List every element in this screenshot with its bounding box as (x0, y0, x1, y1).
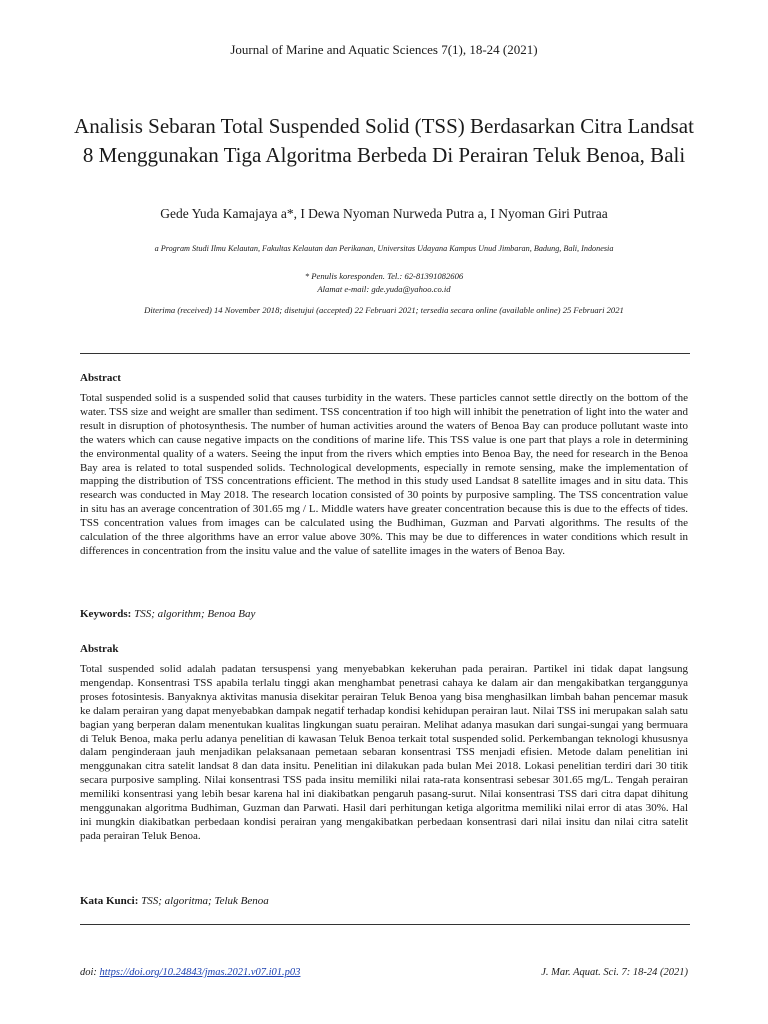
corresponding-author: * Penulis koresponden. Tel.: 62-81391082606 (304, 271, 464, 281)
keywords (80, 608, 688, 620)
affiliation: a Program Studi Ilmu Kelautan, Fakultas Kelautan dan Perikanan, Universitas Udayana Kampus Unud Jimbaran, Badung, Bali, Indonesia (154, 244, 614, 253)
doi-label: doi: (80, 967, 97, 978)
correspondence-block (60, 270, 708, 296)
keywords-label: Keywords: (80, 608, 132, 620)
doi-block (80, 967, 300, 978)
author-list: Gede Yuda Kamajaya a*, I Dewa Nyoman Nurweda Putra a, I Nyoman Giri Putraa (160, 206, 608, 221)
journal-header: Journal of Marine and Aquatic Sciences 7(1), 18-24 (2021) (230, 42, 538, 57)
top-divider (80, 353, 690, 354)
keywords-value: TSS; algorithm; Benoa Bay (134, 608, 256, 620)
abstract-heading: Abstract (80, 372, 121, 384)
bottom-divider (80, 924, 690, 925)
email-address: Alamat e-mail: gde.yuda@yahoo.co.id (317, 284, 451, 294)
kata-kunci-value: TSS; algoritma; Teluk Benoa (141, 895, 269, 907)
kata-kunci (80, 895, 688, 907)
journal-citation: J. Mar. Aquat. Sci. 7: 18-24 (2021) (541, 967, 688, 978)
doi-link[interactable]: https://doi.org/10.24843/jmas.2021.v07.i01.p03 (99, 967, 301, 978)
abstrak-heading: Abstrak (80, 643, 119, 655)
abstrak-text: Total suspended solid adalah padatan tersuspensi yang menyebabkan kekeruhan pada perairan. Partikel ini tidak dapat langsung mengendap. Konsentrasi TSS apabila terlalu tinggi akan menghambat penetrasi cahaya ke dalam air dan mengakibatkan terganggunya proses fotosintesis. Banyaknya aktivitas manusia disekitar perairan Teluk Benoa yang bisa menghasilkan limbah bahan pencemar masuk ke dalam perairan yang dapat menyebabkan dampak negatif terhadap kondisi kehidupan perairan laut. Nilai TSS ini merupakan salah satu bagian yang berperan dalam menentukan kualitas lingkungan suatu perairan. Melihat adanya masukan dari sungai-sungai yang bermuara di Teluk Benoa, maka perlu adanya penelitian di kawasan Teluk Benoa terkait total suspended solid. Perkembangan teknologi khususnya dalam penginderaan jauh menjadikan pelaksanaan pemetaan sebaran konsentrasi TSS menjadi efisien. Metode dalam penelitian ini menggunakan citra satelit landsat 8 dan data insitu. Penelitian ini dilakukan pada bulan Mei 2018. Lokasi penelitian terdiri dari 30 titik secara purposive sampling. Nilai konsentrasi TSS pada insitu memiliki nilai rata-rata konsentrasi sebesar 301.65 mg/L. Tengah perairan memiliki konsentrasi yang lebih besar karena hal ini diakibatkan pengaruh pasang-surut. Nilai konsentrasi TSS dari citra dapat dihitung menggunakan algoritma Budhiman, Guzman dan Parwati. Hasil dari perhitungan ketiga algoritma memiliki nilai error di atas 30%. Hal ini mungkin diakibatkan perbedaan kondisi perairan yang mengakibatkan perbedaan konsentrasi dari nilai insitu dan nilai citra satelit pada perairan Teluk Benoa. (80, 663, 688, 842)
kata-kunci-label: Kata Kunci: (80, 895, 139, 907)
received-dates: Diterima (received) 14 November 2018; disetujui (accepted) 22 Februari 2021; tersedia secara online (available online) 25 Februari 2021 (144, 305, 624, 315)
abstract-text: Total suspended solid is a suspended solid that causes turbidity in the waters. These particles cannot settle directly on the bottom of the water. TSS size and weight are smaller than sediment. TSS concentration if too high will inhibit the penetration of light into the water and result in disruption of photosynthesis. The number of human activities around the waters of Benoa Bay can produce pollutant waste into the waters which can cause negative impacts on the conditions of marine life. This TSS value is one part that plays a role in determining the environmental quality of a waters. Seeing the input from the rivers which empties into Benoa Bay, the need for research in the Benoa Bay area is related to total suspended solids. Technological developments, especially in remote sensing, make the implementation of mapping the distribution of TSS concentrations efficient. The method in this study used Landsat 8 satellite images and in situ data. This research was conducted in May 2018. The research location consisted of 30 points by purposive sampling. The TSS concentration value in situ has an average concentration of 301.65 mg / L. Middle waters have greater concentration because this is due to the effects of tides. TSS concentration values from images can be calculated using the Budhiman, Guzman and Parvati algorithms. The results of the calculation of the three algorithms have an error value above 30%. This may be due to differences in water conditions which result in differences in concentration from the insitu value and the value of satellite images in the waters of Benoa Bay. (80, 392, 688, 557)
article-title: Analisis Sebaran Total Suspended Solid (TSS) Berdasarkan Citra Landsat 8 Menggunakan Tiga Algoritma Berbeda Di Perairan Teluk Benoa, Bali (74, 114, 694, 167)
